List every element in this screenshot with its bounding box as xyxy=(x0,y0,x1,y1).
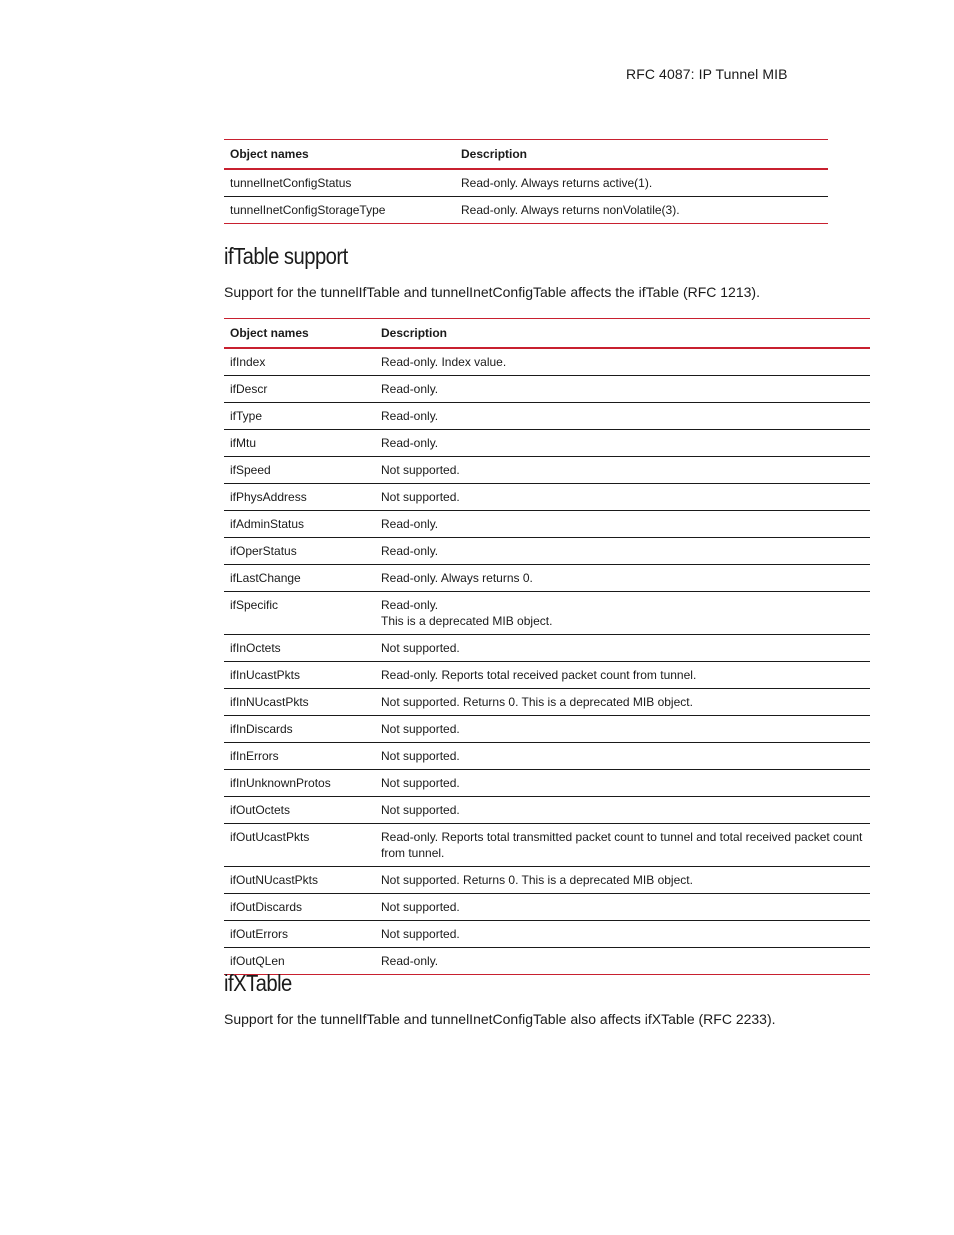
description-line: Not supported. xyxy=(381,722,460,736)
object-name-cell: ifLastChange xyxy=(224,565,375,592)
description-cell xyxy=(375,662,870,689)
column-header-object-names: Object names xyxy=(224,140,455,170)
description-line: Read-only. Reports total transmitted packet count to tunnel and total received packet count from tunnel. xyxy=(381,830,863,860)
table-row xyxy=(224,169,828,197)
object-name-cell: ifOutUcastPkts xyxy=(224,824,375,867)
table-row xyxy=(224,743,870,770)
column-header-description: Description xyxy=(455,140,828,170)
table-row xyxy=(224,716,870,743)
config-table xyxy=(224,139,828,224)
description-cell xyxy=(375,867,870,894)
description-cell xyxy=(375,797,870,824)
iftable-table xyxy=(224,318,870,975)
description-cell xyxy=(375,770,870,797)
object-name-cell: ifAdminStatus xyxy=(224,511,375,538)
table-row xyxy=(224,770,870,797)
description-cell xyxy=(375,948,870,975)
table-row xyxy=(224,894,870,921)
object-name-cell: ifOutNUcastPkts xyxy=(224,867,375,894)
description-line: Read-only. xyxy=(381,409,439,423)
table-row xyxy=(224,948,870,975)
description-line: Read-only. xyxy=(381,436,439,450)
object-name-cell: ifOutErrors xyxy=(224,921,375,948)
description-line: Not supported. Returns 0. This is a deprecated MIB object. xyxy=(381,873,693,887)
table-row xyxy=(224,867,870,894)
description-line: Not supported. xyxy=(381,463,460,477)
table-row xyxy=(224,565,870,592)
column-header-object-names: Object names xyxy=(224,319,375,349)
column-header-description: Description xyxy=(375,319,870,349)
object-name-cell: ifIndex xyxy=(224,348,375,376)
iftable-table-body xyxy=(224,348,870,975)
object-name-cell: ifType xyxy=(224,403,375,430)
description-cell xyxy=(375,592,870,635)
table-row xyxy=(224,592,870,635)
description-cell xyxy=(375,716,870,743)
table-row xyxy=(224,797,870,824)
object-name-cell: ifPhysAddress xyxy=(224,484,375,511)
description-cell xyxy=(375,565,870,592)
object-name-cell: tunnelInetConfigStorageType xyxy=(224,197,455,224)
description-cell xyxy=(375,376,870,403)
description-cell xyxy=(375,824,870,867)
description-line: Not supported. xyxy=(381,803,460,817)
description-cell xyxy=(375,743,870,770)
description-line: Read-only. xyxy=(381,517,439,531)
table-row xyxy=(224,511,870,538)
object-name-cell: ifInErrors xyxy=(224,743,375,770)
description-cell xyxy=(375,894,870,921)
object-name-cell: ifInNUcastPkts xyxy=(224,689,375,716)
table-row xyxy=(224,689,870,716)
table-row xyxy=(224,484,870,511)
description-line: Read-only. xyxy=(381,544,439,558)
table-row xyxy=(224,921,870,948)
description-cell xyxy=(375,689,870,716)
description-line: Not supported. xyxy=(381,776,460,790)
object-name-cell: ifInUnknownProtos xyxy=(224,770,375,797)
table-header-row xyxy=(224,140,828,170)
object-name-cell: ifDescr xyxy=(224,376,375,403)
object-name-cell: ifOutDiscards xyxy=(224,894,375,921)
table-row xyxy=(224,197,828,224)
table-row xyxy=(224,403,870,430)
description-line: Read-only. xyxy=(381,382,439,396)
description-line: Not supported. Returns 0. This is a deprecated MIB object. xyxy=(381,695,693,709)
object-name-cell: ifOutOctets xyxy=(224,797,375,824)
description-line: Read-only. xyxy=(381,598,439,612)
object-name-cell: ifSpecific xyxy=(224,592,375,635)
description-cell xyxy=(375,457,870,484)
object-name-cell: ifMtu xyxy=(224,430,375,457)
section-heading-iftable-support: ifTable support xyxy=(224,243,348,269)
object-name-cell: ifInOctets xyxy=(224,635,375,662)
description-line: Read-only. Index value. xyxy=(381,355,507,369)
description-line: This is a deprecated MIB object. xyxy=(381,614,553,628)
section-intro-ifxtable: Support for the tunnelIfTable and tunnelInetConfigTable also affects ifXTable (RFC 2233). xyxy=(224,1011,776,1027)
description-cell xyxy=(375,430,870,457)
description-cell xyxy=(375,511,870,538)
object-name-cell: ifInUcastPkts xyxy=(224,662,375,689)
table-row xyxy=(224,348,870,376)
section-intro-iftable: Support for the tunnelIfTable and tunnelInetConfigTable affects the ifTable (RFC 1213). xyxy=(224,284,760,300)
description-line: Not supported. xyxy=(381,749,460,763)
description-cell xyxy=(375,484,870,511)
running-header-title: RFC 4087: IP Tunnel MIB xyxy=(626,66,788,82)
table-row xyxy=(224,430,870,457)
table-header-row xyxy=(224,319,870,349)
description-line: Read-only. Always returns active(1). xyxy=(461,176,653,190)
description-line: Not supported. xyxy=(381,490,460,504)
description-line: Read-only. Reports total received packet count from tunnel. xyxy=(381,668,697,682)
description-cell xyxy=(375,348,870,376)
object-name-cell: ifOperStatus xyxy=(224,538,375,565)
table-row xyxy=(224,538,870,565)
description-cell xyxy=(375,635,870,662)
table-row xyxy=(224,457,870,484)
description-line: Read-only. Always returns nonVolatile(3). xyxy=(461,203,680,217)
config-table-body xyxy=(224,169,828,224)
description-cell xyxy=(375,403,870,430)
description-cell xyxy=(375,538,870,565)
description-cell xyxy=(455,169,828,197)
table-row xyxy=(224,635,870,662)
section-heading-ifxtable: ifXTable xyxy=(224,970,292,996)
description-cell xyxy=(455,197,828,224)
object-name-cell: ifOutQLen xyxy=(224,948,375,975)
description-line: Not supported. xyxy=(381,641,460,655)
description-line: Not supported. xyxy=(381,927,460,941)
description-line: Read-only. xyxy=(381,954,439,968)
description-line: Not supported. xyxy=(381,900,460,914)
object-name-cell: ifInDiscards xyxy=(224,716,375,743)
description-cell xyxy=(375,921,870,948)
object-name-cell: ifSpeed xyxy=(224,457,375,484)
table-row xyxy=(224,376,870,403)
table-row xyxy=(224,662,870,689)
object-name-cell: tunnelInetConfigStatus xyxy=(224,169,455,197)
description-line: Read-only. Always returns 0. xyxy=(381,571,533,585)
table-row xyxy=(224,824,870,867)
